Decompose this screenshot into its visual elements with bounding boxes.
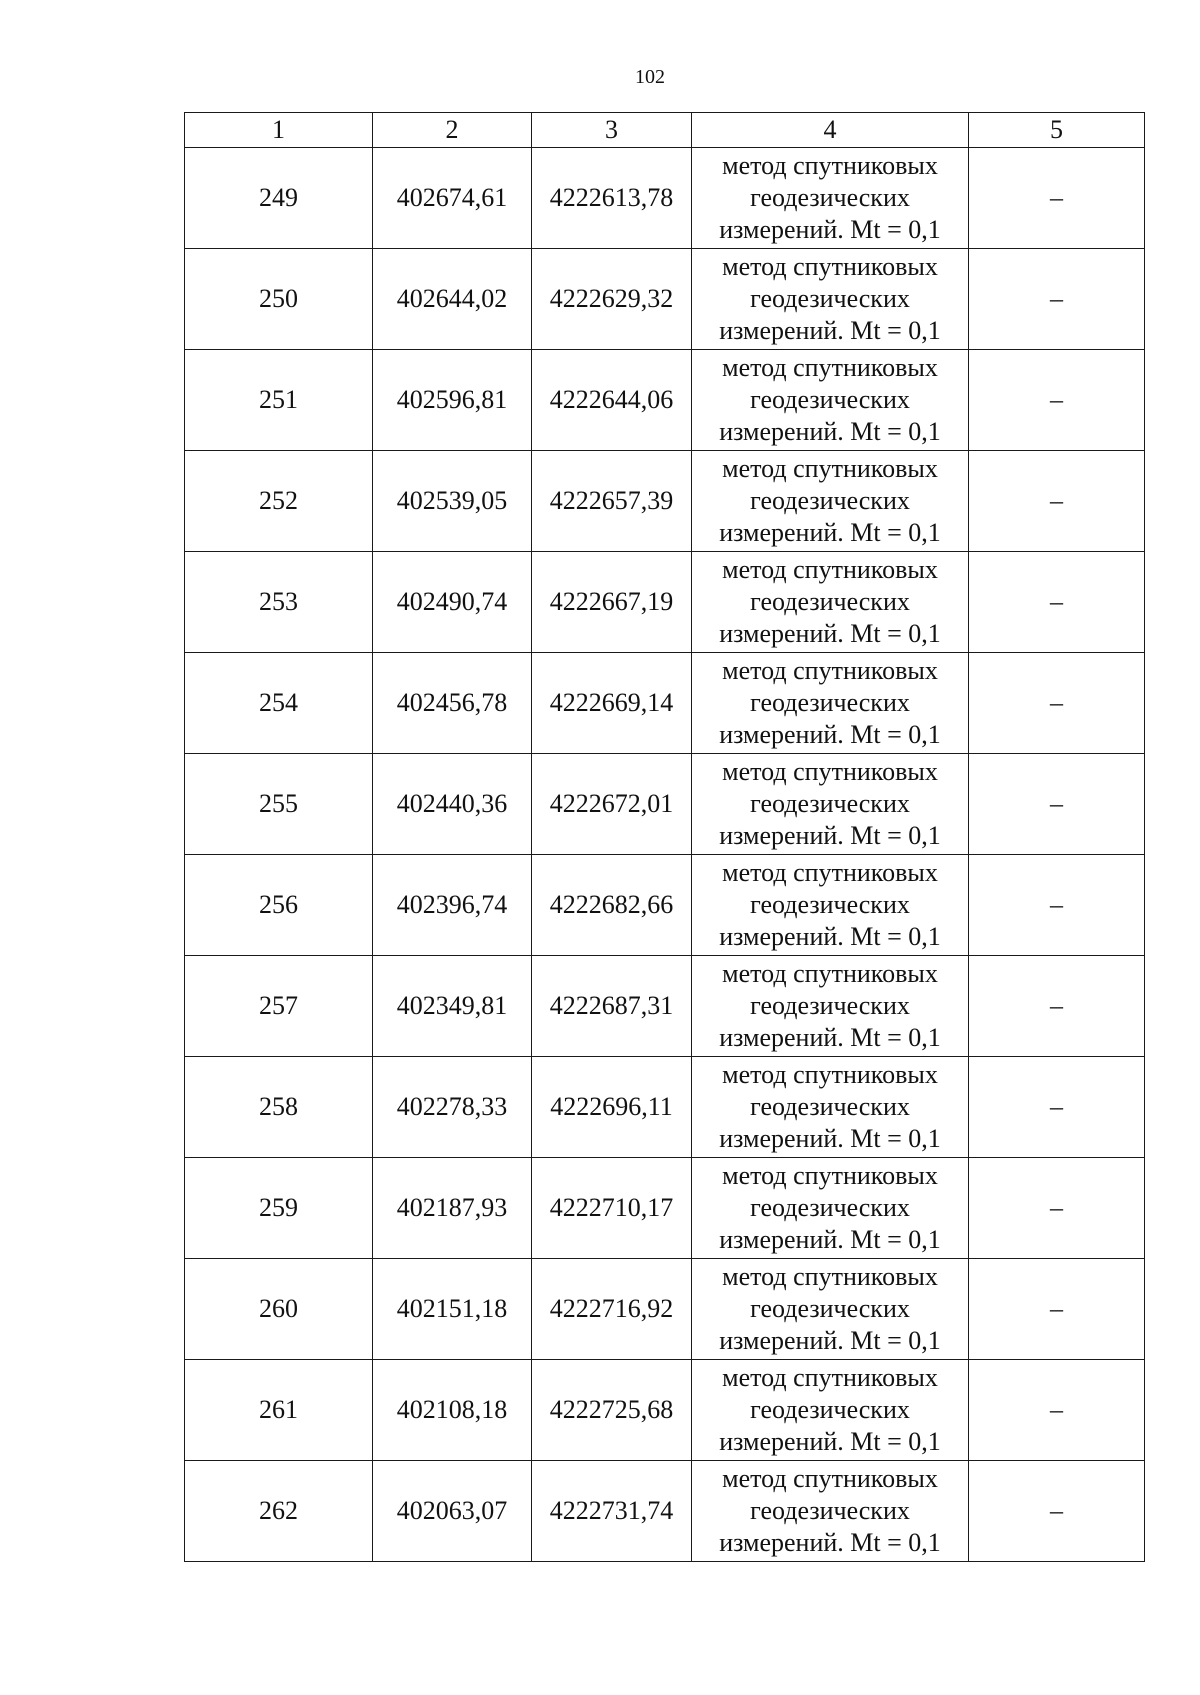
coordinates-table — [184, 112, 1145, 1562]
method-text-line: метод спутниковых — [722, 555, 938, 584]
y-coordinate-cell: 4222657,39 — [532, 451, 692, 552]
method-text-line: геодезических — [750, 284, 910, 313]
method-text-line: метод спутниковых — [722, 1464, 938, 1493]
point-number-cell: 249 — [185, 148, 373, 249]
table-row — [185, 350, 1145, 451]
table-row — [185, 249, 1145, 350]
method-text-line: геодезических — [750, 789, 910, 818]
table-row — [185, 1057, 1145, 1158]
table-header — [185, 113, 1145, 148]
note-cell: – — [969, 1057, 1145, 1158]
note-cell: – — [969, 148, 1145, 249]
note-cell: – — [969, 1461, 1145, 1562]
x-coordinate-cell: 402440,36 — [373, 754, 532, 855]
point-number-cell: 262 — [185, 1461, 373, 1562]
y-coordinate-cell: 4222669,14 — [532, 653, 692, 754]
y-coordinate-cell: 4222687,31 — [532, 956, 692, 1057]
table-row — [185, 1158, 1145, 1259]
table-row — [185, 1461, 1145, 1562]
x-coordinate-cell: 402187,93 — [373, 1158, 532, 1259]
point-number-cell: 253 — [185, 552, 373, 653]
method-text-line: метод спутниковых — [722, 959, 938, 988]
method-text-line: геодезических — [750, 1395, 910, 1424]
point-number-cell: 255 — [185, 754, 373, 855]
method-cell — [692, 451, 969, 552]
note-cell: – — [969, 956, 1145, 1057]
method-text-line: геодезических — [750, 486, 910, 515]
method-cell — [692, 249, 969, 350]
method-cell — [692, 1158, 969, 1259]
method-text-line: измерений. Mt = 0,1 — [719, 518, 941, 547]
method-text-line: метод спутниковых — [722, 656, 938, 685]
table-row — [185, 855, 1145, 956]
method-cell — [692, 1360, 969, 1461]
method-text-line: геодезических — [750, 385, 910, 414]
method-text-line: геодезических — [750, 1092, 910, 1121]
x-coordinate-cell: 402456,78 — [373, 653, 532, 754]
method-cell — [692, 148, 969, 249]
note-cell: – — [969, 249, 1145, 350]
method-text-line: измерений. Mt = 0,1 — [719, 215, 941, 244]
method-text-line: измерений. Mt = 0,1 — [719, 1124, 941, 1153]
method-text-line: измерений. Mt = 0,1 — [719, 922, 941, 951]
point-number-cell: 260 — [185, 1259, 373, 1360]
method-text-line: измерений. Mt = 0,1 — [719, 1528, 941, 1557]
page-number: 102 — [635, 66, 665, 88]
method-cell — [692, 350, 969, 451]
method-cell — [692, 855, 969, 956]
header-row — [185, 113, 1145, 148]
method-text-line: метод спутниковых — [722, 1161, 938, 1190]
point-number-cell: 252 — [185, 451, 373, 552]
header-col-3: 3 — [532, 113, 692, 148]
table-row — [185, 1259, 1145, 1360]
method-text-line: метод спутниковых — [722, 353, 938, 382]
method-text-line: геодезических — [750, 183, 910, 212]
table-body — [185, 148, 1145, 1562]
x-coordinate-cell: 402278,33 — [373, 1057, 532, 1158]
method-text-line: измерений. Mt = 0,1 — [719, 619, 941, 648]
header-col-1: 1 — [185, 113, 373, 148]
method-text-line: метод спутниковых — [722, 454, 938, 483]
point-number-cell: 254 — [185, 653, 373, 754]
method-cell — [692, 754, 969, 855]
method-text-line: измерений. Mt = 0,1 — [719, 1225, 941, 1254]
x-coordinate-cell: 402539,05 — [373, 451, 532, 552]
method-text-line: геодезических — [750, 1193, 910, 1222]
table-row — [185, 754, 1145, 855]
x-coordinate-cell: 402396,74 — [373, 855, 532, 956]
y-coordinate-cell: 4222731,74 — [532, 1461, 692, 1562]
method-text-line: метод спутниковых — [722, 151, 938, 180]
point-number-cell: 256 — [185, 855, 373, 956]
method-text-line: измерений. Mt = 0,1 — [719, 417, 941, 446]
method-text-line: измерений. Mt = 0,1 — [719, 720, 941, 749]
method-text-line: измерений. Mt = 0,1 — [719, 1427, 941, 1456]
x-coordinate-cell: 402349,81 — [373, 956, 532, 1057]
x-coordinate-cell: 402063,07 — [373, 1461, 532, 1562]
table-row — [185, 552, 1145, 653]
note-cell: – — [969, 653, 1145, 754]
header-col-2: 2 — [373, 113, 532, 148]
method-text-line: измерений. Mt = 0,1 — [719, 1326, 941, 1355]
y-coordinate-cell: 4222716,92 — [532, 1259, 692, 1360]
point-number-cell: 251 — [185, 350, 373, 451]
y-coordinate-cell: 4222725,68 — [532, 1360, 692, 1461]
point-number-cell: 250 — [185, 249, 373, 350]
point-number-cell: 259 — [185, 1158, 373, 1259]
method-cell — [692, 1461, 969, 1562]
x-coordinate-cell: 402490,74 — [373, 552, 532, 653]
note-cell: – — [969, 451, 1145, 552]
method-cell — [692, 552, 969, 653]
y-coordinate-cell: 4222696,11 — [532, 1057, 692, 1158]
method-cell — [692, 653, 969, 754]
method-cell — [692, 956, 969, 1057]
method-text-line: метод спутниковых — [722, 1363, 938, 1392]
y-coordinate-cell: 4222644,06 — [532, 350, 692, 451]
note-cell: – — [969, 754, 1145, 855]
method-text-line: измерений. Mt = 0,1 — [719, 821, 941, 850]
method-text-line: метод спутниковых — [722, 1060, 938, 1089]
method-text-line: геодезических — [750, 991, 910, 1020]
y-coordinate-cell: 4222682,66 — [532, 855, 692, 956]
y-coordinate-cell: 4222672,01 — [532, 754, 692, 855]
header-col-4: 4 — [692, 113, 969, 148]
table-row — [185, 451, 1145, 552]
header-col-5: 5 — [969, 113, 1145, 148]
method-text-line: метод спутниковых — [722, 252, 938, 281]
point-number-cell: 261 — [185, 1360, 373, 1461]
method-text-line: измерений. Mt = 0,1 — [719, 316, 941, 345]
x-coordinate-cell: 402644,02 — [373, 249, 532, 350]
method-cell — [692, 1259, 969, 1360]
note-cell: – — [969, 1158, 1145, 1259]
y-coordinate-cell: 4222667,19 — [532, 552, 692, 653]
x-coordinate-cell: 402108,18 — [373, 1360, 532, 1461]
note-cell: – — [969, 1259, 1145, 1360]
method-text-line: геодезических — [750, 587, 910, 616]
y-coordinate-cell: 4222629,32 — [532, 249, 692, 350]
method-text-line: метод спутниковых — [722, 1262, 938, 1291]
table-row — [185, 1360, 1145, 1461]
method-cell — [692, 1057, 969, 1158]
note-cell: – — [969, 350, 1145, 451]
note-cell: – — [969, 1360, 1145, 1461]
point-number-cell: 258 — [185, 1057, 373, 1158]
table-row — [185, 653, 1145, 754]
method-text-line: геодезических — [750, 890, 910, 919]
table-row — [185, 956, 1145, 1057]
point-number-cell: 257 — [185, 956, 373, 1057]
x-coordinate-cell: 402596,81 — [373, 350, 532, 451]
y-coordinate-cell: 4222613,78 — [532, 148, 692, 249]
note-cell: – — [969, 855, 1145, 956]
note-cell: – — [969, 552, 1145, 653]
method-text-line: метод спутниковых — [722, 858, 938, 887]
method-text-line: геодезических — [750, 1496, 910, 1525]
x-coordinate-cell: 402674,61 — [373, 148, 532, 249]
method-text-line: геодезических — [750, 1294, 910, 1323]
method-text-line: измерений. Mt = 0,1 — [719, 1023, 941, 1052]
method-text-line: геодезических — [750, 688, 910, 717]
table-row — [185, 148, 1145, 249]
x-coordinate-cell: 402151,18 — [373, 1259, 532, 1360]
y-coordinate-cell: 4222710,17 — [532, 1158, 692, 1259]
method-text-line: метод спутниковых — [722, 757, 938, 786]
